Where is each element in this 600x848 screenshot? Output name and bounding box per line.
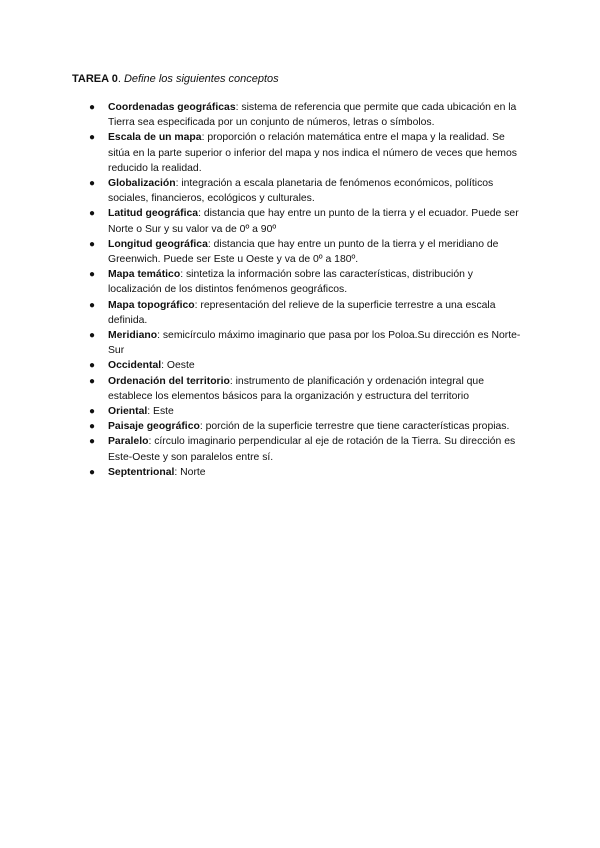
concept-definition: : distancia que hay entre un punto de la tierra y el ecuador. Puede ser Norte o Sur y su valor va de 0º a 90º: [108, 208, 519, 235]
concept-item: [89, 298, 528, 328]
concept-definition: : instrumento de planificación y ordenación integral que establece los elementos básicos para la organización y estructura del territorio: [108, 375, 484, 402]
bullet-icon: ●: [89, 421, 96, 433]
concept-definition: : proporción o relación matemática entre el mapa y la realidad. Se sitúa en la parte superior o inferior del mapa y nos indica el número de veces que hemos reducido la realidad.: [108, 132, 517, 174]
concept-term: Paralelo: [108, 436, 149, 448]
concept-definition: : porción de la superficie terrestre que tiene características propias.: [199, 421, 510, 433]
bullet-icon: ●: [89, 406, 96, 418]
concept-definition: : Este: [147, 406, 174, 418]
concept-definition: : semicírculo máximo imaginario que pasa por los Poloa.Su dirección es Norte-Sur: [108, 330, 521, 357]
concept-term: Septentrional: [108, 466, 175, 478]
concept-definition: : círculo imaginario perpendicular al eje de rotación de la Tierra. Su dirección es Este-Oeste y son paralelos entre sí.: [108, 436, 516, 463]
concept-definition: : Norte: [174, 466, 206, 478]
concept-term: Ordenación del territorio: [108, 375, 230, 387]
bullet-icon: ●: [89, 360, 96, 372]
assignment-instruction: Define los siguientes conceptos: [123, 73, 279, 85]
concept-item: [89, 176, 528, 206]
concept-term: Meridiano: [108, 330, 158, 342]
concept-definition: : distancia que hay entre un punto de la tierra y el meridiano de Greenwich. Puede ser Este u Oeste y va de 0º a 180º.: [108, 238, 499, 266]
concept-definition: : Oeste: [161, 360, 195, 372]
concept-term: Coordenadas geográficas: [108, 102, 236, 113]
concept-item: [89, 465, 528, 480]
bullet-icon: ●: [89, 330, 96, 342]
concept-item: [89, 206, 528, 236]
concept-term: Latitud geográfica: [108, 208, 199, 220]
assignment-label: TAREA 0: [72, 73, 118, 85]
concept-definition: : sistema de referencia que permite que cada ubicación en la Tierra sea especificada por un conjunto de números, letras o símbolos.: [108, 102, 517, 129]
bullet-icon: ●: [89, 178, 96, 190]
concept-item: [89, 374, 528, 404]
concept-list: [89, 100, 528, 480]
concept-item: [89, 358, 528, 373]
concept-definition: : representación del relieve de la superficie terrestre a una escala definida.: [108, 299, 496, 326]
concept-item: [89, 237, 528, 267]
bullet-icon: ●: [89, 436, 96, 448]
bullet-icon: ●: [89, 466, 96, 478]
concept-item: [89, 419, 528, 434]
bullet-icon: ●: [89, 132, 96, 144]
bullet-icon: ●: [89, 375, 96, 387]
concept-term: Mapa temático: [108, 269, 181, 281]
bullet-icon: ●: [89, 238, 96, 250]
concept-term: Globalización: [108, 178, 176, 190]
concept-term: Oriental: [108, 406, 148, 418]
concept-item: [89, 100, 528, 130]
concept-definition: : integración a escala planetaria de fenómenos económicos, políticos sociales, financieros, ecológicos y culturales.: [108, 178, 494, 205]
bullet-icon: ●: [89, 102, 96, 113]
concept-term: Escala de un mapa: [108, 132, 202, 144]
assignment-heading: [72, 72, 279, 86]
concept-term: Occidental: [108, 360, 162, 372]
bullet-icon: ●: [89, 208, 96, 220]
concept-item: [89, 328, 528, 358]
heading-separator: .: [117, 73, 124, 85]
concept-item: [89, 404, 528, 419]
concept-term: Longitud geográfica: [108, 238, 208, 250]
bullet-icon: ●: [89, 269, 96, 281]
concept-definition: : sintetiza la información sobre las características, distribución y localización de los distintos fenómenos geográficos.: [108, 269, 473, 296]
concept-item: [89, 434, 528, 464]
concept-item: [89, 267, 528, 297]
concept-term: Paisaje geográfico: [108, 421, 200, 433]
bullet-icon: ●: [89, 299, 96, 311]
concept-item: [89, 130, 528, 176]
concept-term: Mapa topográfico: [108, 299, 195, 311]
